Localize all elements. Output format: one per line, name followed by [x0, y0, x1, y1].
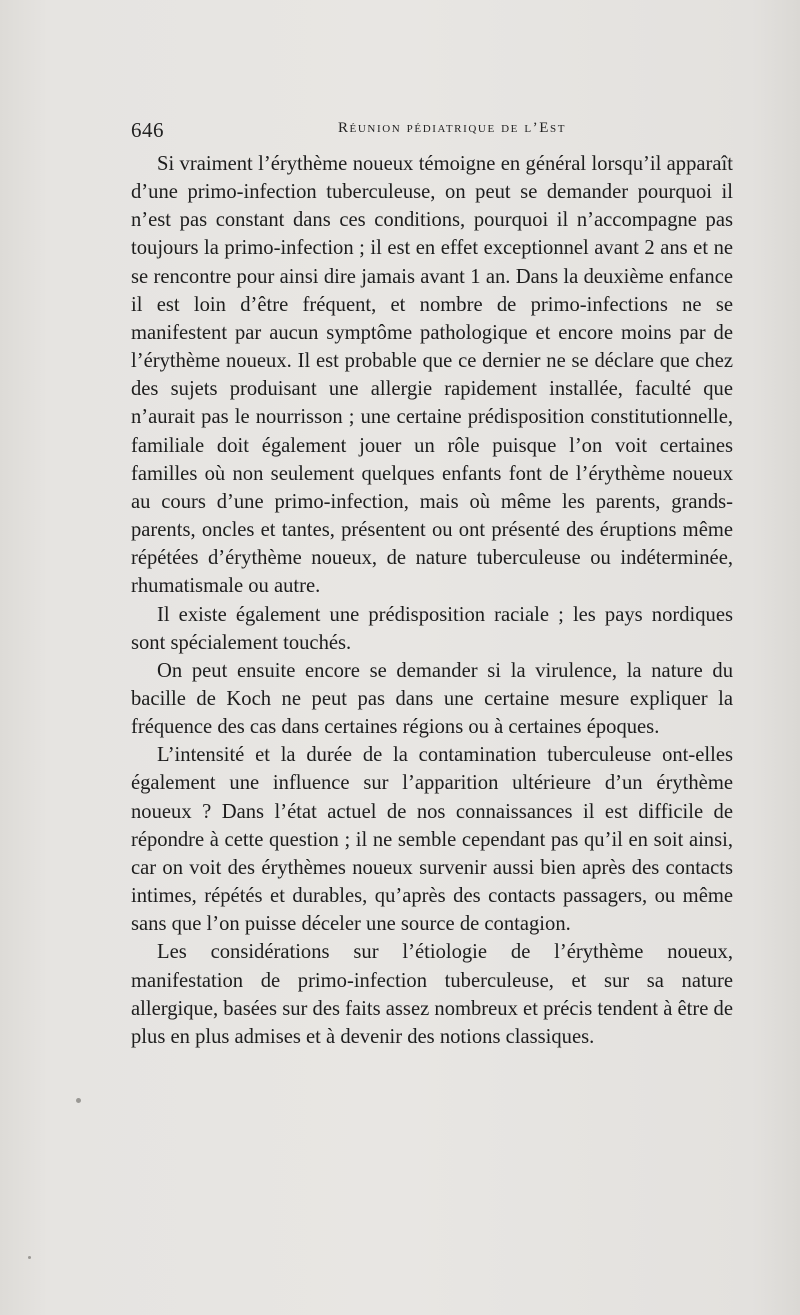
- paragraph: On peut ensuite encore se demander si la virulence, la nature du bacille de Koch ne peut pas dans une certaine mesure expliquer la fréquence des cas dans certaines régions ou à certaines époques.: [131, 659, 733, 739]
- paragraph: Il existe également une prédisposition raciale ; les pays nordiques sont spécialement touchés.: [131, 603, 733, 654]
- running-title: Réunion pédiatrique de l’Est: [337, 120, 567, 136]
- paper-speck: [76, 1098, 81, 1103]
- paragraph: Si vraiment l’érythème noueux témoigne en général lorsqu’il apparaît d’une primo-infection tuberculeuse, on peut se demander pourquoi il n’est pas constant dans ces conditions, pourquoi il n’accompagne pas toujours la primo-infection ; il est en effet exceptionnel avant 2 ans et ne se rencontre pour ainsi dire jamais avant 1 an. Dans la deuxième enfance il est loin d’être fréquent, et nombre de primo-infections ne se manifestent par aucun symptôme pathologique et encore moins par de l’érythème noueux. Il est probable que ce dernier ne se déclare que chez des sujets produisant une allergie rapidement installée, faculté que n’aurait pas le nourrisson ; une certaine prédisposition constitutionnelle, familiale doit également jouer un rôle puisque l’on voit certaines familles où non seulement quelques enfants font de l’érythème noueux au cours d’une primo-infection, mais où même les parents, grands-parents, oncles et tantes, présentent ou ont présenté des éruptions même répétées d’érythème noueux, de nature tuberculeuse ou indéterminée, rhumatismale ou autre.: [131, 153, 733, 598]
- paragraph: Les considérations sur l’étiologie de l’érythème noueux, manifestation de primo-infection tuberculeuse, et sur sa nature allergique, basées sur des faits assez nombreux et précis tendent à être de plus en plus admises et à devenir des notions classiques.: [131, 941, 733, 1048]
- paragraph: L’intensité et la durée de la contamination tuberculeuse ont-elles également une influence sur l’apparition ultérieure d’un érythème noueux ? Dans l’état actuel de nos connaissances il est difficile de répondre à cette question ; il ne semble cependant pas qu’il en soit ainsi, car on voit des érythèmes noueux survenir aussi bien après des contacts intimes, répétés et durables, qu’après des contacts passagers, ou même sans que l’on puisse déceler une source de contagion.: [131, 744, 733, 936]
- page-header: [131, 118, 733, 142]
- body-text: [131, 150, 733, 1051]
- paper-speck: [28, 1256, 31, 1259]
- page-number: 646: [131, 118, 164, 142]
